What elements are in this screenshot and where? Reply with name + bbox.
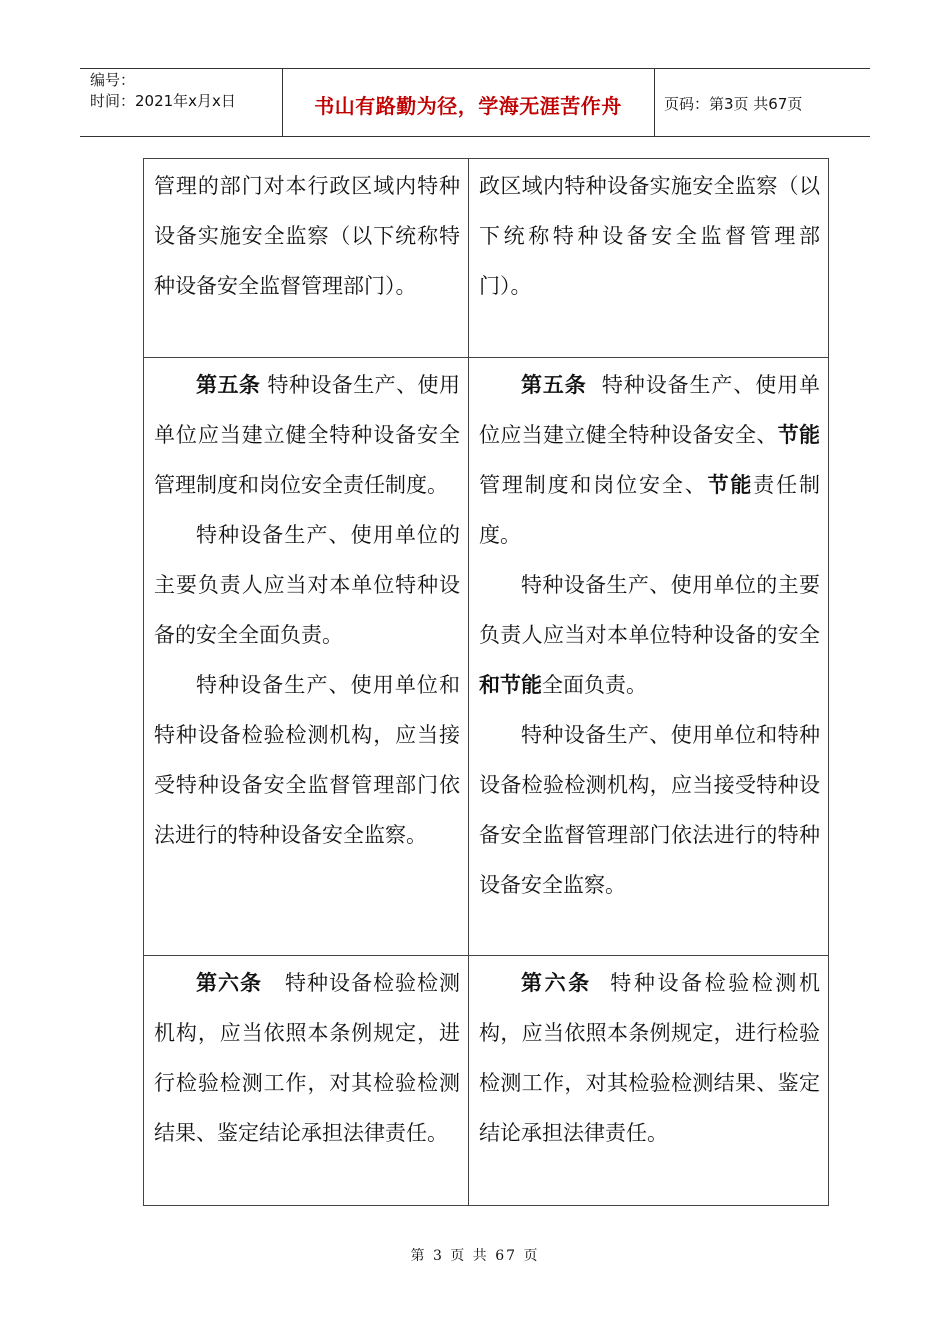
table-row-divider-2 <box>143 955 829 956</box>
row2-left-para-1-text: 特种设备生产、使用单位应当建立健全特种设备安全管理制度和岗位安全责任制度。 <box>154 373 460 497</box>
header-divider-right <box>654 68 655 136</box>
row3-right-text: 特种设备检验检测机构，应当依照本条例规定，进行检验检测工作，对其检验检测结果、鉴定结论承担法律责任。 <box>479 971 820 1145</box>
row2-right-cell <box>479 360 820 910</box>
article-6-heading-right: 第六条 <box>521 971 592 995</box>
row2-left-cell <box>154 360 460 860</box>
row2-right-para-1-c: 管理制度和岗位安全、 <box>479 473 708 497</box>
row2-right-para-1-e: 责任制度。 <box>479 473 821 547</box>
row3-left-para <box>154 958 460 1158</box>
row1-right-cell <box>479 161 820 311</box>
highlight-energy-saving-1: 节能 <box>777 423 821 447</box>
table-row-divider-1 <box>143 357 829 358</box>
row1-left-text: 管理的部门对本行政区域内特种设备实施安全监察（以下统称特种设备安全监督管理部门）。 <box>154 174 460 298</box>
row2-right-para-2-c: 全面负责。 <box>542 673 647 697</box>
row2-right-para-1-a: 特种设备生产、使用单位应当建立健全特种设备安全、 <box>479 373 821 447</box>
row3-left-cell <box>154 958 460 1158</box>
row2-left-para-2: 特种设备生产、使用单位的主要负责人应当对本单位特种设备的安全全面负责。 <box>154 523 460 647</box>
highlight-energy-saving-2: 节能 <box>707 473 754 497</box>
page-footer: 第 3 页 共 67 页 <box>410 1248 540 1264</box>
header-bottom-line <box>80 136 870 137</box>
header-top-line <box>80 68 870 69</box>
row3-right-para <box>479 958 820 1158</box>
row2-right-para-2-a: 特种设备生产、使用单位的主要负责人应当对本单位特种设备的安全 <box>479 573 820 647</box>
row2-left-para-3: 特种设备生产、使用单位和特种设备检验检测机构，应当接受特种设备安全监督管理部门依法进行的特种设备安全监察。 <box>154 673 460 847</box>
highlight-and-energy-saving: 和节能 <box>479 673 542 697</box>
row3-left-text: 特种设备检验检测机构，应当依照本条例规定，进行检验检测工作，对其检验检测结果、鉴定结论承担法律责任。 <box>154 971 461 1145</box>
row2-left-para-1 <box>154 360 460 510</box>
row2-right-para-2 <box>479 560 820 710</box>
article-5-heading-right: 第五条 <box>521 373 587 397</box>
row1-right-text: 政区域内特种设备实施安全监察（以下统称特种设备安全监督管理部门）。 <box>479 174 820 298</box>
article-6-heading: 第六条 <box>196 971 262 995</box>
row1-left-cell <box>154 161 460 311</box>
row2-right-para-1 <box>479 360 820 560</box>
header-page-info: 页码：第3页 共67页 <box>664 95 803 113</box>
article-5-heading: 第五条 <box>196 373 261 397</box>
header-meta <box>90 70 236 112</box>
row3-right-cell <box>479 958 820 1158</box>
row2-right-para-3: 特种设备生产、使用单位和特种设备检验检测机构，应当接受特种设备安全监督管理部门依法进行的特种设备安全监察。 <box>479 723 820 897</box>
table-column-divider <box>468 158 469 1206</box>
number-label: 编号： <box>90 71 136 89</box>
date-label: 时间：2021年x月x日 <box>90 92 236 110</box>
header-motto: 书山有路勤为径，学海无涯苦作舟 <box>314 94 622 118</box>
